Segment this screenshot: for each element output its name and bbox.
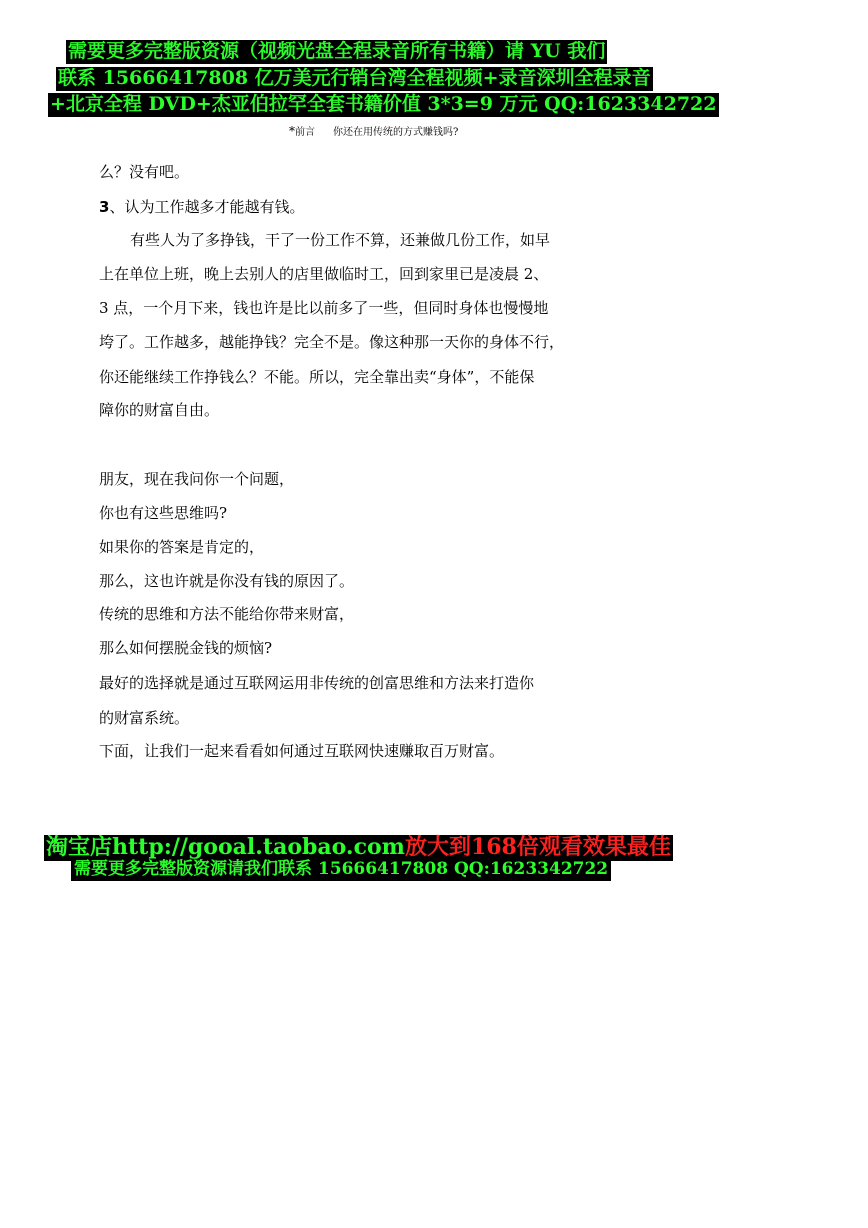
paragraph-line: 最好的选择就是通过互联网运用非传统的创富思维和方法来打造你: [99, 674, 535, 692]
paragraph-line: 3 点，一个月下来，钱也许是比以前多了一些，但同时身体也慢慢地: [99, 299, 549, 317]
banner-line-2: 联系 15666417808 亿万美元行销台湾全程视频+录音深圳全程录音: [58, 67, 651, 89]
contact-banner: 需要更多完整版资源请我们联系 15666417808 QQ:1623342722: [71, 860, 611, 881]
shop-prefix: 淘宝店: [46, 834, 113, 860]
banner-line-1: 需要更多完整版资源（视频光盘全程录音所有书籍）请 YU 我们: [68, 40, 606, 62]
list-item-text: 、认为工作越多才能越有钱。: [109, 198, 305, 216]
page-header: [289, 123, 458, 138]
list-item-3: [99, 200, 304, 215]
banner-line-3: +北京全程 DVD+杰亚伯拉罕全套书籍价值 3*3=9 万元 QQ:1623342722: [50, 93, 717, 115]
paragraph-line: 上在单位上班，晚上去别人的店里做临时工，回到家里已是凌晨 2、: [99, 265, 549, 283]
paragraph-line: 垮了。工作越多，越能挣钱？完全不是。像这种那一天你的身体不行，: [99, 333, 565, 351]
shop-banner: [44, 835, 673, 861]
list-number: 3: [99, 198, 110, 216]
header-title: 你还在用传统的方式赚钱吗?: [333, 127, 459, 138]
paragraph-line: 么？没有吧。: [99, 163, 190, 181]
paragraph-line: 传统的思维和方法不能给你带来财富，: [99, 605, 355, 623]
paragraph-line: 的财富系统。: [99, 709, 190, 727]
paragraph-line: 那么如何摆脱金钱的烦恼?: [99, 639, 273, 657]
paragraph-line: 那么，这也许就是你没有钱的原因了。: [99, 572, 355, 590]
paragraph-line: 如果你的答案是肯定的，: [99, 538, 265, 556]
paragraph-line: 你也有这些思维吗?: [99, 504, 228, 522]
header-star: *: [289, 124, 295, 138]
paragraph-line: 朋友，现在我问你一个问题，: [99, 470, 295, 488]
paragraph-line: 障你的财富自由。: [99, 401, 220, 419]
shop-url-link[interactable]: http://gooal.taobao.com: [112, 834, 405, 860]
paragraph-line: 你还能继续工作挣钱么？不能。所以，完全靠出卖“身体”，不能保: [99, 368, 535, 386]
header-section: 前言: [295, 127, 315, 138]
shop-suffix: 放大到168倍观看效果最佳: [404, 834, 671, 860]
paragraph-line: 有些人为了多挣钱，干了一份工作不算，还兼做几份工作，如早: [130, 231, 551, 249]
paragraph-line: 下面，让我们一起来看看如何通过互联网快速赚取百万财富。: [99, 742, 505, 760]
